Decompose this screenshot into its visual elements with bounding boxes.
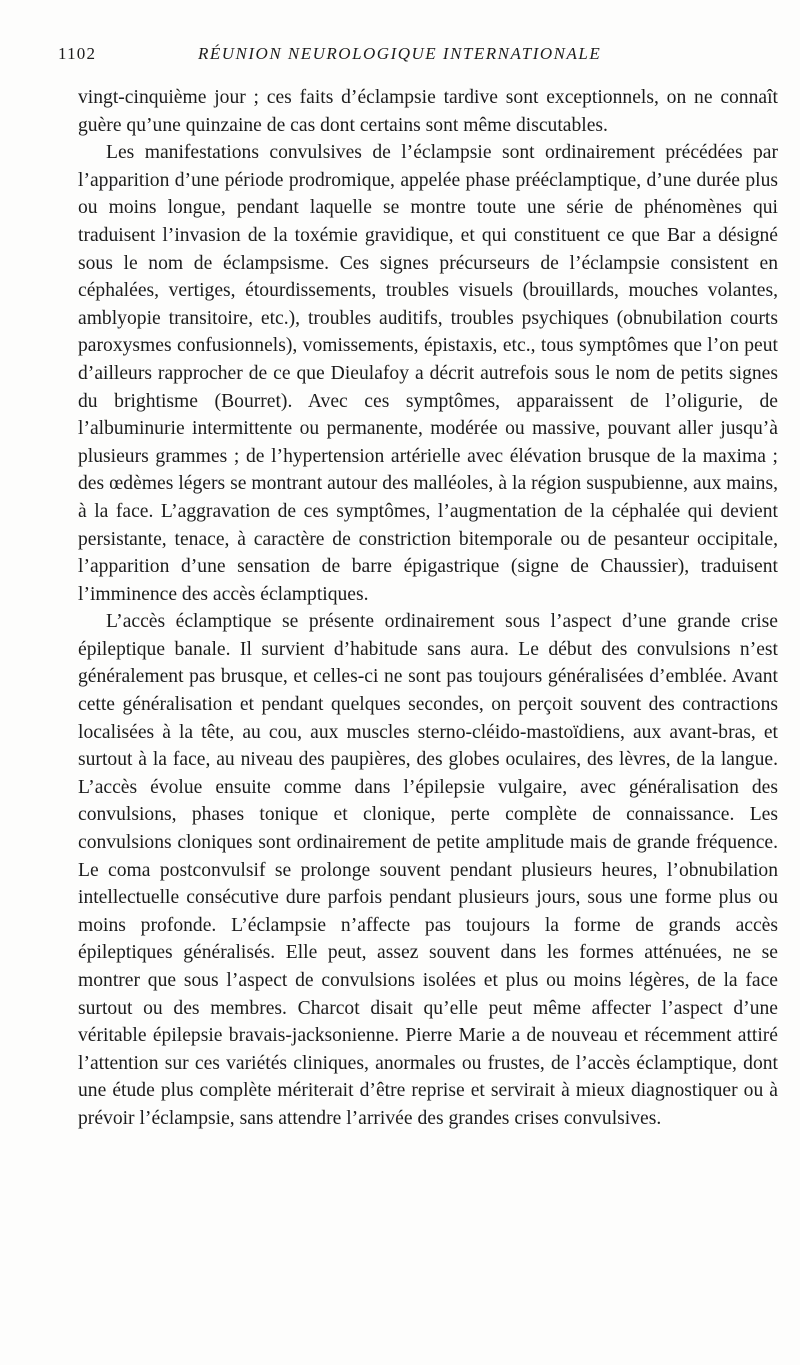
page-number: 1102 [58, 44, 97, 63]
running-title: RÉUNION NEUROLOGIQUE INTERNATIONALE [198, 44, 602, 63]
paragraph-acces-eclamptique: L’accès éclamptique se présente ordinairement sous l’aspect d’une grande crise épileptique banale. Il survient d’habitude sans aura. Le début des convulsions n’est généralement pas brusque, et celles-ci ne sont pas toujours généralisées d’emblée. Avant cette généralisation et pendant quelques secondes, on perçoit souvent des contractions localisées à la tête, au cou, aux muscles sterno-cléido-mastoïdiens, aux avant-bras, et surtout à la face, au niveau des paupières, des globes oculaires, des lèvres, de la langue. L’accès évolue ensuite comme dans l’épilepsie vulgaire, avec généralisation des convulsions, phases tonique et clonique, perte complète de connaissance. Les convulsions cloniques sont ordinairement de petite amplitude mais de grande fréquence. Le coma postconvulsif se prolonge souvent pendant plusieurs heures, l’obnubilation intellectuelle consécutive dure parfois pendant plusieurs jours, sous une forme plus ou moins profonde. L’éclampsie n’affecte pas toujours la forme de grands accès épileptiques généralisés. Elle peut, assez souvent dans les formes atténuées, ne se montrer que sous l’aspect de convulsions isolées et plus ou moins légères, de la face surtout ou des membres. Charcot disait qu’elle peut même affecter l’aspect d’une véritable épilepsie bravais-jacksonienne. Pierre Marie a de nouveau et récemment attiré l’attention sur ces variétés cliniques, anormales ou frustes, de l’accès éclamptique, dont une étude plus complète mériterait d’être reprise et servirait à mieux diagnostiquer ou à prévoir l’éclampsie, sans attendre l’arrivée des grandes crises convulsives. [78, 611, 778, 1129]
running-head [58, 44, 758, 66]
paragraph-prodromes: Les manifestations convulsives de l’éclampsie sont ordinairement précédées par l’apparition d’une période prodromique, appelée phase prééclamptique, d’une durée plus ou moins longue, pendant laquelle se montre toute une série de phénomènes qui traduisent l’invasion de la toxémie gravidique, et qui constituent ce que Bar a désigné sous le nom de éclampsisme. Ces signes précurseurs de l’éclampsie consistent en céphalées, vertiges, étourdissements, troubles visuels (brouillards, mouches volantes, amblyopie transitoire, etc.), troubles auditifs, troubles psychiques (obnubilation courts paroxysmes confusionnels), vomissements, épistaxis, etc., tous symptômes que l’on peut d’ailleurs rapprocher de ce que Dieulafoy a décrit autrefois sous le nom de petits signes du brightisme (Bourret). Avec ces symptômes, apparaissent de l’oligurie, de l’albuminurie intermittente ou permanente, modérée ou massive, pouvant aller jusqu’à plusieurs grammes ; de l’hypertension artérielle avec élévation brusque de la maxima ; des œdèmes légers se montrant autour des malléoles, à la région suspubienne, aux mains, à la face. L’aggravation de ces symptômes, l’augmentation de la céphalée qui devient persistante, tenace, à caractère de constriction bitemporale ou de pesanteur occipitale, l’apparition d’une sensation de barre épigastrique (signe de Chaussier), traduisent l’imminence des accès éclamptiques. [78, 142, 778, 605]
body-text [78, 84, 778, 1133]
paragraph-continuation: vingt-cinquième jour ; ces faits d’éclampsie tardive sont exceptionnels, on ne connaît guère qu’une quinzaine de cas dont certains sont même discutables. [78, 87, 778, 136]
